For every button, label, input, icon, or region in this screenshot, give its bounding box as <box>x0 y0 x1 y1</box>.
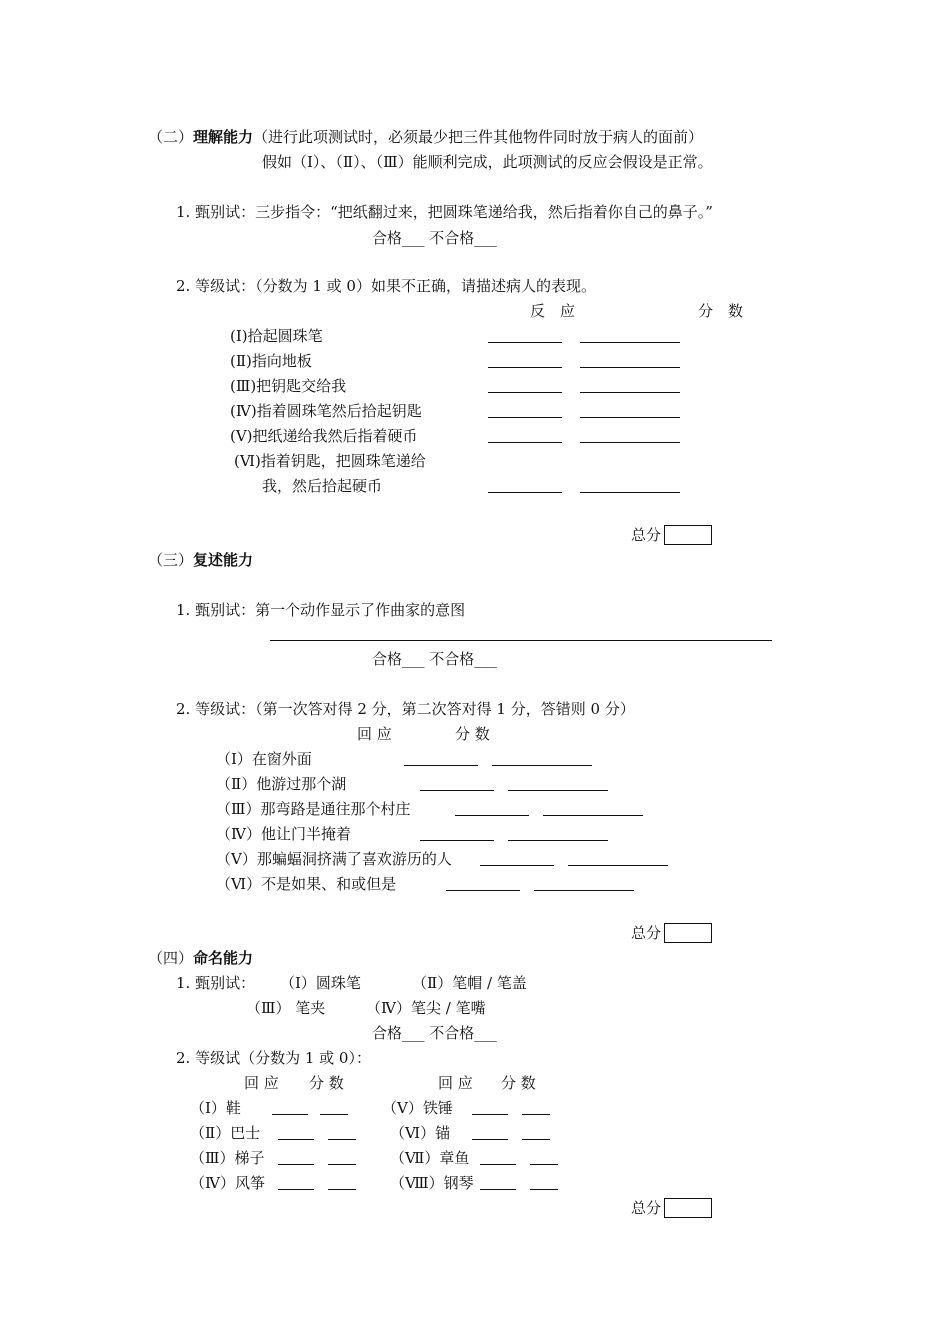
section-3-number: （三） <box>148 551 194 569</box>
response-blank[interactable] <box>278 1189 314 1190</box>
score-blank[interactable] <box>580 417 680 418</box>
section-3-pass-fail: 合格___ 不合格___ <box>372 650 497 668</box>
section-3-item: （Ⅴ）那蝙蝠洞挤满了喜欢游历的人 <box>216 850 452 868</box>
section-4-pass-fail: 合格___ 不合格___ <box>372 1024 497 1042</box>
section-2-item: (Ⅱ)指向地板 <box>230 352 312 370</box>
response-blank[interactable] <box>472 1114 508 1115</box>
section-4-title: 命名能力 <box>193 949 254 967</box>
score-blank[interactable] <box>530 1189 558 1190</box>
score-blank[interactable] <box>543 815 643 816</box>
response-blank[interactable] <box>272 1114 308 1115</box>
section-2-col-score: 分 数 <box>698 302 744 320</box>
section-2-col-response: 反 应 <box>530 302 576 320</box>
response-blank[interactable] <box>455 815 529 816</box>
response-blank[interactable] <box>472 1139 508 1140</box>
score-blank[interactable] <box>580 442 680 443</box>
section-2-number: （二） <box>148 128 194 146</box>
section-4-total-label: 总分 <box>631 1199 662 1217</box>
score-blank[interactable] <box>508 840 608 841</box>
score-blank[interactable] <box>508 790 608 791</box>
section-2-item: (Ⅴ)把纸递给我然后指着硬币 <box>230 427 418 445</box>
section-3-col-response: 回 应 <box>357 725 392 743</box>
section-2-item-continued: 我，然后拾起硬币 <box>262 477 383 495</box>
section-2-pass-fail: 合格___ 不合格___ <box>372 229 497 247</box>
section-3-grading-label: 2. 等级试：（第一次答对得 2 分，第二次答对得 1 分，答错则 0 分） <box>176 700 635 718</box>
section-2-total-box[interactable] <box>664 525 712 545</box>
section-3-total-box[interactable] <box>664 923 712 943</box>
score-blank[interactable] <box>580 392 680 393</box>
response-blank[interactable] <box>488 392 562 393</box>
section-3-item: （Ⅱ）他游过那个湖 <box>216 775 347 793</box>
section-4-col-score-left: 分 数 <box>309 1074 344 1092</box>
section-3-col-score: 分 数 <box>455 725 490 743</box>
response-blank[interactable] <box>278 1139 314 1140</box>
response-blank[interactable] <box>488 492 562 493</box>
section-4-left-item: （Ⅲ）梯子 <box>190 1149 265 1167</box>
score-blank[interactable] <box>534 890 634 891</box>
section-2-note: （进行此项测试时，必须最少把三件其他物件同时放于病人的面前） <box>253 128 704 146</box>
response-blank[interactable] <box>488 417 562 418</box>
response-blank[interactable] <box>480 865 554 866</box>
section-4-left-item: （Ⅳ）风筝 <box>190 1174 265 1192</box>
section-4-screen-item: （Ⅲ） 笔夹 <box>246 999 326 1017</box>
section-4-left-item: （Ⅰ）鞋 <box>190 1099 241 1117</box>
section-2-item: (Ⅵ)指着钥匙，把圆珠笔递给 <box>234 452 426 470</box>
section-4-screening-label: 1. 甄别试： <box>176 974 256 992</box>
section-4-right-item: （Ⅵ）锚 <box>390 1124 451 1142</box>
section-2-screening-label: 1. 甄别试：三步指令：“把纸翻过来，把圆珠笔递给我，然后指着你自己的鼻子。” <box>176 203 713 221</box>
section-4-col-response-left: 回 应 <box>244 1074 279 1092</box>
section-4-left-item: （Ⅱ）巴士 <box>190 1124 261 1142</box>
section-4-right-item: （Ⅶ）章鱼 <box>390 1149 470 1167</box>
section-4-grading-label: 2. 等级试（分数为 1 或 0）： <box>176 1049 371 1067</box>
section-2-item: (Ⅲ)把钥匙交给我 <box>230 377 347 395</box>
section-2-title: 理解能力 <box>193 128 254 146</box>
section-3-item: （Ⅰ）在窗外面 <box>216 750 312 768</box>
section-3-item: （Ⅵ）不是如果、和或但是 <box>216 875 397 893</box>
response-blank[interactable] <box>446 890 520 891</box>
section-4-screen-item: （Ⅱ）笔帽 / 笔盖 <box>412 974 527 992</box>
score-blank[interactable] <box>522 1114 550 1115</box>
response-blank[interactable] <box>278 1164 314 1165</box>
repetition-answer-line[interactable] <box>270 640 772 641</box>
section-4-right-item: （Ⅴ）铁锤 <box>382 1099 453 1117</box>
section-3-heading <box>148 550 253 570</box>
response-blank[interactable] <box>480 1189 516 1190</box>
response-blank[interactable] <box>420 790 494 791</box>
response-blank[interactable] <box>488 442 562 443</box>
score-blank[interactable] <box>580 342 680 343</box>
section-2-total-label: 总分 <box>631 526 662 544</box>
response-blank[interactable] <box>480 1164 516 1165</box>
score-blank[interactable] <box>522 1139 550 1140</box>
section-4-total-box[interactable] <box>664 1198 712 1218</box>
section-2-grading-label: 2. 等级试：（分数为 1 或 0）如果不正确，请描述病人的表现。 <box>176 277 596 295</box>
score-blank[interactable] <box>580 492 680 493</box>
response-blank[interactable] <box>404 765 478 766</box>
score-blank[interactable] <box>328 1164 356 1165</box>
score-blank[interactable] <box>530 1164 558 1165</box>
score-blank[interactable] <box>580 367 680 368</box>
section-2-item: (Ⅳ)指着圆珠笔然后拾起钥匙 <box>230 402 422 420</box>
section-4-right-item: （Ⅷ）钢琴 <box>390 1174 474 1192</box>
section-3-screening-label: 1. 甄别试：第一个动作显示了作曲家的意图 <box>176 601 466 619</box>
section-2-item: (Ⅰ)拾起圆珠笔 <box>230 327 323 345</box>
section-4-heading <box>148 948 253 968</box>
score-blank[interactable] <box>320 1114 348 1115</box>
response-blank[interactable] <box>420 840 494 841</box>
score-blank[interactable] <box>328 1189 356 1190</box>
section-4-col-score-right: 分 数 <box>501 1074 536 1092</box>
section-4-screen-item: （Ⅳ）笔尖 / 笔嘴 <box>366 999 486 1017</box>
response-blank[interactable] <box>488 367 562 368</box>
section-3-title: 复述能力 <box>193 551 254 569</box>
section-4-screen-item: （Ⅰ）圆珠笔 <box>280 974 361 992</box>
section-2-note-2: 假如（I）、（Ⅱ）、（Ⅲ）能顺利完成，此项测试的反应会假设是正常。 <box>262 153 713 171</box>
section-2-heading <box>148 127 703 147</box>
section-4-col-response-right: 回 应 <box>438 1074 473 1092</box>
score-blank[interactable] <box>492 765 592 766</box>
response-blank[interactable] <box>488 342 562 343</box>
score-blank[interactable] <box>328 1139 356 1140</box>
section-3-item: （Ⅲ）那弯路是通往那个村庄 <box>216 800 411 818</box>
score-blank[interactable] <box>568 865 668 866</box>
section-3-total-label: 总分 <box>631 924 662 942</box>
section-4-number: （四） <box>148 949 194 967</box>
section-3-item: （Ⅳ）他让门半掩着 <box>216 825 351 843</box>
